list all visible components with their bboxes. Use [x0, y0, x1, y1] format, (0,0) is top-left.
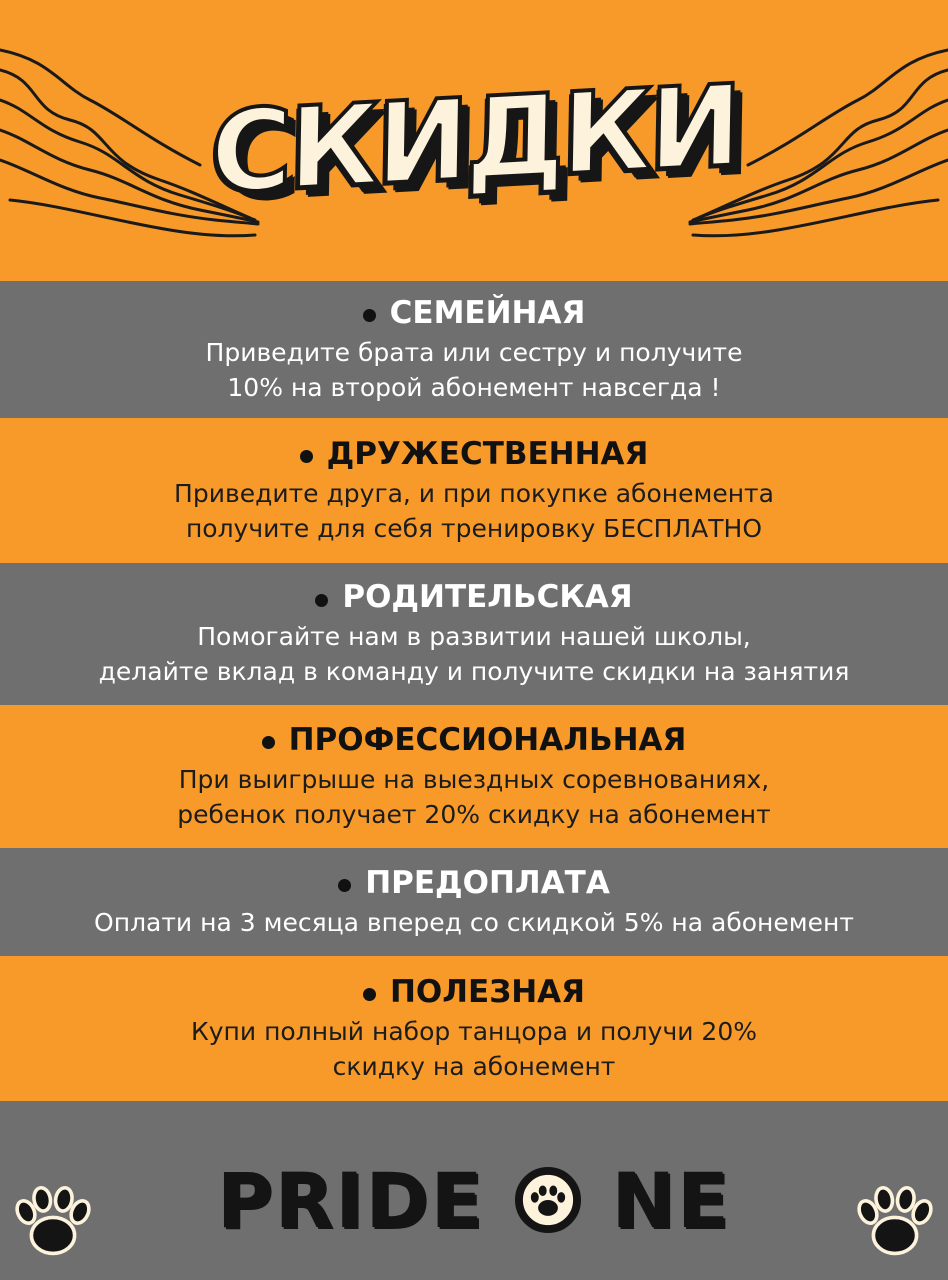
discount-title: СЕМЕЙНАЯ [389, 294, 586, 331]
bullet-icon [262, 736, 275, 749]
page-title: СКИДКИ [208, 61, 740, 219]
discount-description: При выигрыше на выездных соревнованиях, [178, 764, 770, 794]
discount-description: Приведите брата или сестру и получите [205, 337, 743, 367]
bullet-icon [315, 594, 328, 607]
discount-section-useful [0, 956, 948, 1101]
bullet-icon [338, 879, 351, 892]
discount-description: делайте вклад в команду и получите скидки на занятия [98, 657, 850, 686]
discount-description: Купи полный набор танцора и получи 20% [191, 1016, 757, 1046]
discount-title: ПОЛЕЗНАЯ [389, 973, 586, 1010]
discount-description: 10% на второй абонемент навсегда ! [227, 372, 721, 402]
discount-description: ребенок получает 20% скидку на абонемент [177, 799, 771, 829]
brand-logo [217, 1156, 731, 1245]
footer-brand-bar [0, 1101, 948, 1280]
discount-description: Приведите друга, и при покупке абонемента [174, 478, 774, 508]
brand-text-right: NE [611, 1156, 731, 1245]
discount-title: ДРУЖЕСТВЕННАЯ [326, 435, 649, 472]
discount-title: РОДИТЕЛЬСКАЯ [342, 579, 633, 615]
discount-description: скидку на абонемент [332, 1051, 616, 1081]
discount-section-prepayment [0, 848, 948, 956]
header-banner [0, 0, 948, 281]
discount-title: ПРОФЕССИОНАЛЬНАЯ [288, 721, 687, 758]
discount-title: ПРЕДОПЛАТА [365, 864, 610, 901]
bullet-icon [363, 309, 376, 322]
discount-section-parental [0, 563, 948, 705]
discount-section-friendly [0, 418, 948, 563]
discount-description: получите для себя тренировку БЕСПЛАТНО [185, 513, 763, 543]
discount-description: Оплати на 3 месяца вперед со скидкой 5% на абонемент [94, 907, 854, 937]
discount-section-family [0, 281, 948, 418]
bullet-icon [363, 988, 376, 1001]
paw-o-icon [515, 1167, 581, 1233]
brand-text-left: PRIDE [217, 1156, 485, 1245]
bullet-icon [300, 450, 313, 463]
discount-section-professional [0, 705, 948, 848]
discount-description: Помогайте нам в развитии нашей школы, [197, 622, 751, 651]
